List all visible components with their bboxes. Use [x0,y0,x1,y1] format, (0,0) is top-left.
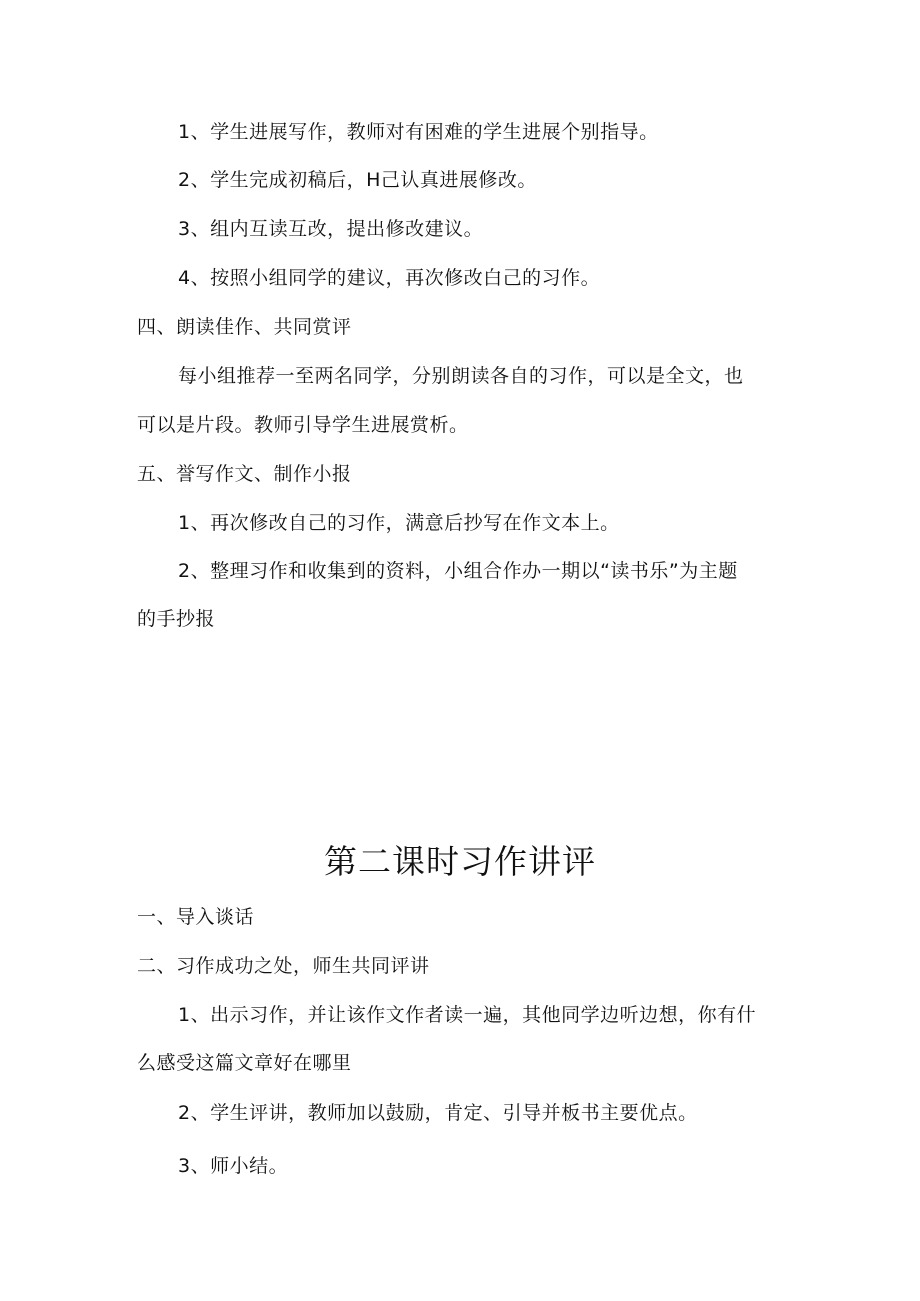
step-2-revise-draft: 2、学生完成初稿后，H己认真进展修改。 [178,169,537,191]
section-heading-5: 五、誉写作文、制作小报 [137,463,352,485]
section-heading-1: 一、导入谈话 [137,906,255,928]
step-5-2-continued: 的手抄报 [137,608,216,630]
section-heading-2: 二、习作成功之处，师生共同评讲 [137,955,430,977]
step-3-peer-review: 3、组内互读互改，提出修改建议。 [178,218,484,240]
step-5-2: 2、整理习作和收集到的资料，小组合作办一期以“读书乐”为主题 [178,560,738,582]
step-1-writing: 1、学生进展写作，教师对有困难的学生进展个别指导。 [178,121,659,143]
step-5-1: 1、再次修改自己的习作，满意后抄写在作文本上。 [178,512,620,534]
review-step-1: 1、出示习作，并让该作文作者读一遍，其他同学边听边想，你有什 [178,1004,757,1026]
review-step-3: 3、师小结。 [178,1155,289,1177]
paragraph-line-1: 每小组推荐一至两名同学，分别朗读各自的习作，可以是全文，也 [178,365,744,387]
section-heading-4: 四、朗读佳作、共同赏评 [137,316,352,338]
lesson-title: 第二课时习作讲评 [324,842,596,881]
review-step-1-continued: 么感受这篇文章好在哪里 [137,1052,352,1074]
review-step-2: 2、学生评讲，教师加以鼓励，肯定、引导并板书主要优点。 [178,1102,698,1124]
step-4-revise-again: 4、按照小组同学的建议，再次修改白己的习作。 [178,267,601,289]
paragraph-line-2: 可以是片段。教师引导学生进展赏析。 [137,414,469,436]
